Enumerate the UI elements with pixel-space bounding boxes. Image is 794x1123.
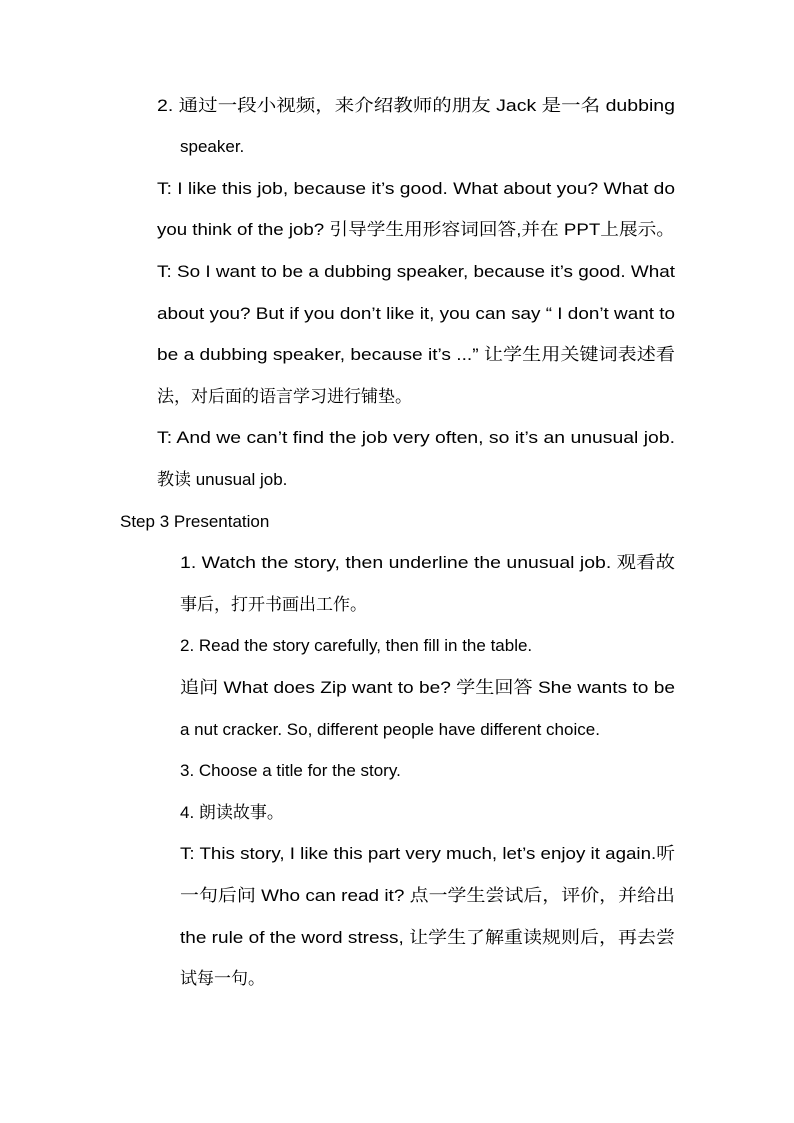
- text-line: 事后，打开书画出工作。: [180, 595, 367, 614]
- text-line: 一句后问 Who can read it? 点一学生尝试后，评价，并给出: [180, 886, 675, 905]
- section-heading: Step 3 Presentation: [120, 512, 270, 531]
- text-line: T: And we can’t find the job very often, so it’s an unusual job.: [157, 428, 675, 447]
- text-line: the rule of the word stress, 让学生了解重读规则后，再去尝: [180, 928, 675, 947]
- text-line: about you? But if you don’t like it, you can say “ I don’t want to: [157, 304, 675, 323]
- text-line: be a dubbing speaker, because it’s ...” 让学生用关键词表述看: [157, 345, 675, 364]
- text-line: 追问 What does Zip want to be? 学生回答 She wants to be: [180, 678, 675, 697]
- text-line: you think of the job? 引导学生用形容词回答,并在 PPT上展示。: [157, 220, 675, 239]
- text-line: 3. Choose a title for the story.: [180, 761, 401, 780]
- text-line: speaker.: [180, 137, 245, 156]
- text-line: 法，对后面的语言学习进行铺垫。: [157, 387, 412, 406]
- text-line: 2. 通过一段小视频，来介绍教师的朋友 Jack 是一名 dubbing: [157, 96, 675, 115]
- text-line: 试每一句。: [180, 969, 265, 988]
- text-line: T: This story, I like this part very much, let’s enjoy it again.听: [180, 844, 675, 863]
- text-line: 2. Read the story carefully, then fill in the table.: [180, 636, 533, 655]
- text-line: 教读 unusual job.: [157, 470, 288, 489]
- text-line: T: I like this job, because it’s good. What about you? What do: [157, 179, 675, 198]
- text-line: 4. 朗读故事。: [180, 803, 284, 822]
- text-line: T: So I want to be a dubbing speaker, because it’s good. What: [157, 262, 675, 281]
- text-line: a nut cracker. So, different people have different choice.: [180, 720, 600, 739]
- text-line: 1. Watch the story, then underline the unusual job. 观看故: [180, 553, 675, 572]
